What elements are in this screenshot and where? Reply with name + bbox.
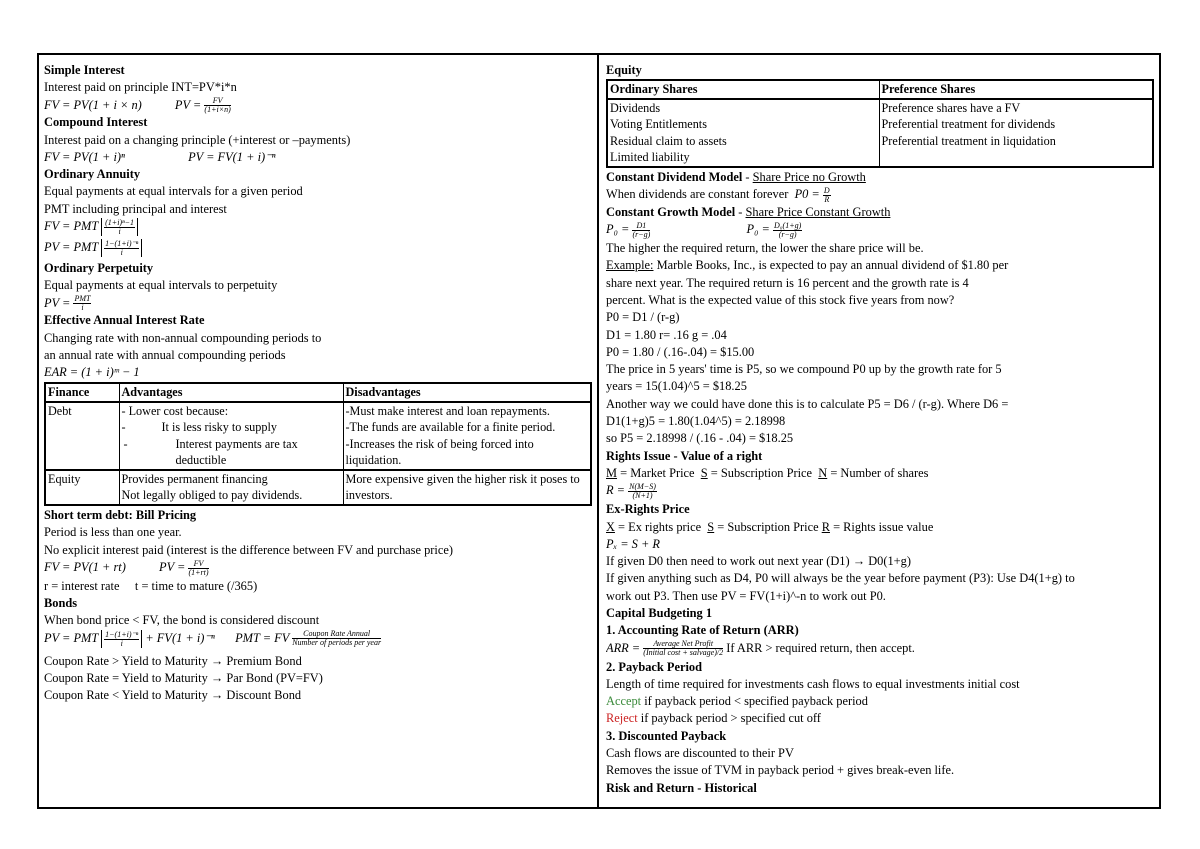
ex-rights-formula: Pₓ = S + R [606, 536, 660, 551]
debt-label: Debt [45, 402, 119, 470]
discounted-payback-desc-2: Removes the issue of TVM in payback period + gives break-even life. [606, 763, 955, 778]
annuity-desc-2: PMT including principal and interest [44, 201, 227, 216]
payback-accept-rule: Accept if payback period < specified payback period [606, 694, 868, 709]
compound-interest-formulas [44, 149, 592, 166]
table-row: Voting Entitlements Preferential treatment for dividends [607, 116, 1153, 133]
equity-advantages: Provides permanent financing Not legally obliged to pay dividends. [119, 470, 343, 505]
bonds-title: Bonds [44, 596, 78, 611]
debt-disadvantages: -Must make interest and loan repayments. -The funds are available for a finite period. -Increases the risk of being forced into liquidation. [343, 402, 591, 470]
rights-variables: M = Market Price S = Subscription Price N = Number of shares [606, 465, 929, 480]
header-finance: Finance [45, 383, 119, 402]
arr-title: 1. Accounting Rate of Return (ARR) [606, 623, 799, 638]
ear-formula: EAR = (1 + i)ᵐ − 1 [44, 365, 140, 380]
finance-table-header [45, 383, 591, 402]
finance-row-debt [45, 402, 591, 470]
annuity-fv-formula: FV = PMT $\frac{\text{(1+i)ⁿ−1}}{i}$ [44, 218, 592, 239]
finance-row-equity [45, 470, 591, 505]
risk-return-title: Risk and Return - Historical [606, 780, 757, 795]
perpetuity-desc: Equal payments at equal intervals to perpetuity [44, 278, 278, 293]
example-line-2: share next year. The required return is 16 percent and the growth rate is 4 [606, 275, 969, 290]
simple-interest-title: Simple Interest [44, 63, 125, 77]
bond-rule-par: Coupon Rate = Yield to Maturity → Par Bond (PV=FV) [44, 671, 323, 686]
annuity-desc-1: Equal payments at equal intervals for a given period [44, 184, 303, 199]
simple-interest-desc: Interest paid on principle INT=PV*i*n [44, 80, 237, 95]
example-line-9: Another way we could have done this is to calculate P5 = D6 / (r-g). Where D6 = [606, 396, 1009, 411]
table-row: Dividends Preference shares have a FV [607, 99, 1153, 117]
ear-title: Effective Annual Interest Rate [44, 313, 205, 328]
perpetuity-formula: PV = $\frac{\text{PMT}}{i}$ [44, 294, 91, 313]
payback-desc: Length of time required for investments cash flows to equal investments initial cost [606, 676, 1020, 691]
column-divider [597, 53, 599, 809]
compound-fv-formula: FV = PV(1 + i)ⁿ [44, 149, 125, 164]
rights-issue-title: Rights Issue - Value of a right [606, 448, 763, 463]
simple-fv-formula: FV = PV(1 + i × n) [44, 97, 142, 112]
left-column [44, 62, 592, 705]
bill-variables: r = interest rate t = time to mature (/365) [44, 578, 258, 593]
compound-pv-formula: PV = FV(1 + i)⁻ⁿ [188, 149, 276, 164]
equity-table-header [607, 80, 1153, 99]
ex-rights-note-1: If given D0 then need to work out next year (D1) → D0(1+g) [606, 554, 911, 569]
example-line-10: D1(1+g)5 = 1.80(1.04^5) = 2.18998 [606, 414, 786, 429]
table-row: Residual claim to assets Preferential treatment in liquidation [607, 133, 1153, 150]
finance-comparison-table [44, 382, 592, 506]
example-line-4: P0 = D1 / (r-g) [606, 310, 680, 325]
table-row: Limited liability [607, 149, 1153, 167]
arr-formula: ARR = $\frac{\text{Average Net Profit}}{\text{(Initial cost + salvage)/2}}$ If ARR > required return, then accept. [606, 639, 915, 658]
cdm-desc: When dividends are constant forever P0 = $\frac{D}{R}$ [606, 186, 830, 204]
discounted-payback-desc-1: Cash flows are discounted to their PV [606, 746, 794, 761]
equity-title: Equity [606, 63, 642, 77]
cgm-heading: Constant Growth Model - Share Price Constant Growth [606, 204, 891, 219]
header-disadvantages: Disadvantages [343, 383, 591, 402]
ordinary-annuity-title: Ordinary Annuity [44, 167, 141, 182]
discounted-payback-title: 3. Discounted Payback [606, 728, 727, 743]
cgm-note: The higher the required return, the lower the share price will be. [606, 241, 924, 256]
example-line-6: P0 = 1.80 / (.16-.04) = $15.00 [606, 344, 755, 359]
ordinary-perpetuity-title: Ordinary Perpetuity [44, 261, 154, 276]
cdm-heading: Constant Dividend Model - Share Price no Growth [606, 169, 866, 184]
example-line-7: The price in 5 years' time is P5, so we compound P0 up by the growth rate for 5 [606, 362, 1002, 377]
payback-title: 2. Payback Period [606, 659, 703, 674]
annuity-pv-formula: PV = PMT $\frac{\text{1−(1+i)⁻ⁿ}}{i}$ [44, 239, 592, 260]
ex-rights-variables: X = Ex rights price S = Subscription Price R = Rights issue value [606, 519, 934, 534]
bill-pricing-title: Short term debt: Bill Pricing [44, 507, 197, 522]
bill-desc-2: No explicit interest paid (interest is the difference between FV and purchase price) [44, 542, 453, 557]
payback-reject-rule: Reject if payback period > specified cut off [606, 711, 821, 726]
header-advantages: Advantages [119, 383, 343, 402]
simple-interest-formulas [44, 97, 592, 115]
header-preference-shares: Preference Shares [879, 80, 1153, 99]
right-column [606, 62, 1154, 797]
header-ordinary-shares: Ordinary Shares [607, 80, 879, 99]
ear-desc-2: an annual rate with annual compounding periods [44, 347, 286, 362]
equity-disadvantages: More expensive given the higher risk it poses to investors. [343, 470, 591, 505]
ear-desc-1: Changing rate with non-annual compounding periods to [44, 330, 322, 345]
capital-budgeting-title: Capital Budgeting 1 [606, 605, 713, 620]
bond-pv-formula: PV = PMT $\frac{\text{1−(1+i)⁻ⁿ}}{i}$ + FV(1 + i)⁻ⁿ PMT = FV $\frac{\text{Coupon Rate Annual}}{\text{Number of periods per year}}$ [44, 629, 382, 648]
cgm-formulas: P₀ = $\frac{D1}{(r-g)}$ P₀ = $\frac{\text{D₀(1+g)}}{(r-g)}$ [606, 221, 802, 239]
ex-rights-note-2: If given anything such as D4, P0 will always be the year before payment (P3): Use D4(1+g) to [606, 571, 1075, 586]
rights-formula: R = $\frac{N(M-S)}{(N+1)}$ [606, 482, 656, 500]
simple-pv-fraction: $\frac{FV}{(1+i\times n)}$ [204, 96, 231, 115]
bill-formulas: FV = PV(1 + rt) PV = $\frac{FV}{(1+rt)}$ [44, 558, 209, 577]
ex-rights-note-3: work out P3. Then use PV = FV(1+i)^-n to work out P0. [606, 588, 886, 603]
example-line-3: percent. What is the expected value of this stock five years from now? [606, 292, 955, 307]
example-line-11: so P5 = 2.18998 / (.16 - .04) = $18.25 [606, 431, 794, 446]
simple-pv-lhs: PV = [174, 97, 202, 112]
debt-advantages: - Lower cost because: - It is less risky to supply - Interest payments are tax deductible [119, 402, 343, 470]
equity-label: Equity [45, 470, 119, 505]
example-line-8: years = 15(1.04)^5 = $18.25 [606, 379, 747, 394]
compound-interest-desc: Interest paid on a changing principle (+interest or –payments) [44, 132, 351, 147]
compound-interest-title: Compound Interest [44, 115, 148, 130]
example-line-1: Example: Marble Books, Inc., is expected to pay an annual dividend of $1.80 per [606, 258, 1009, 273]
bill-desc-1: Period is less than one year. [44, 525, 182, 540]
ex-rights-title: Ex-Rights Price [606, 502, 690, 517]
bond-rule-premium: Coupon Rate > Yield to Maturity → Premium Bond [44, 653, 302, 668]
equity-share-table [606, 79, 1154, 168]
bond-rule-discount: Coupon Rate < Yield to Maturity → Discount Bond [44, 688, 302, 703]
example-line-5: D1 = 1.80 r= .16 g = .04 [606, 327, 727, 342]
bonds-desc: When bond price < FV, the bond is considered discount [44, 613, 320, 628]
